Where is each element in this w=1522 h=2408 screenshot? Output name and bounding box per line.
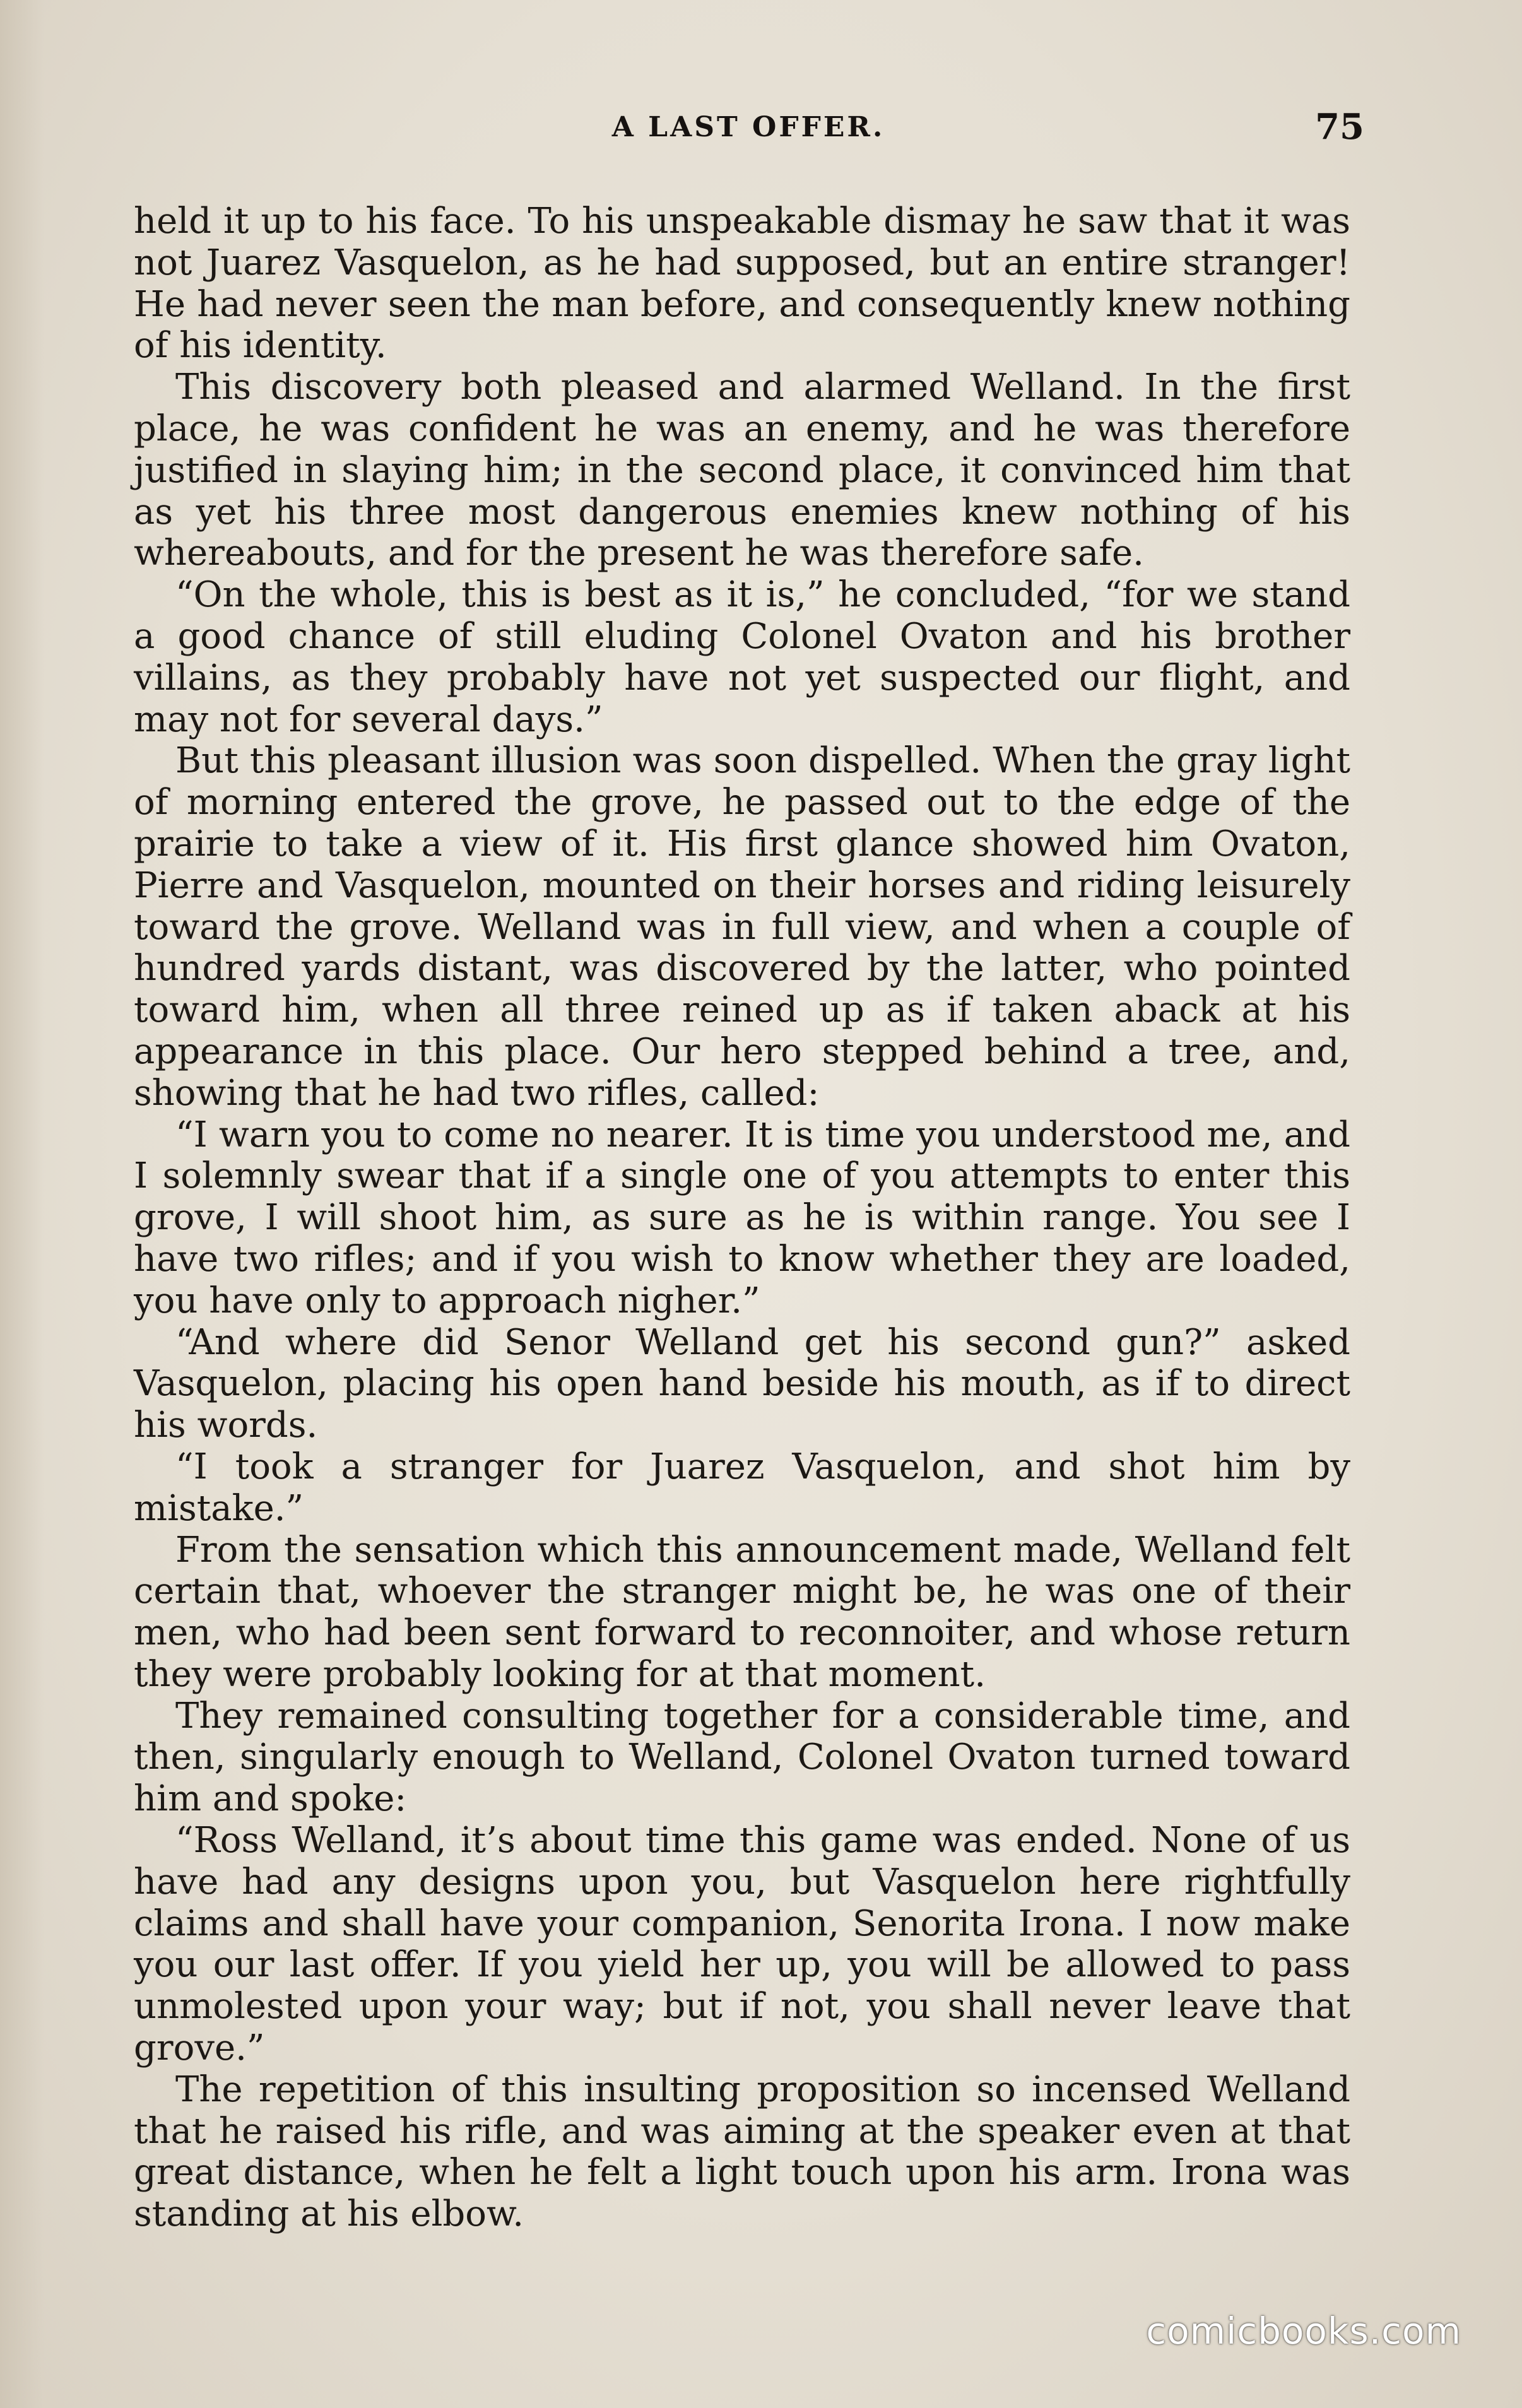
paragraph-2: This discovery both pleased and alarmed Welland. In the first place, he was confident he was an enemy, and he was therefore justified in slaying him; in the second place, it convinced him that as yet his three most dangerous enemies knew nothing of his whereabouts, and for the present he was therefore safe.: [134, 367, 1350, 574]
paragraph-8: From the sensation which this announcement made, Welland felt certain that, whoever the stranger might be, he was one of their men, who had been sent forward to reconnoiter, and whose return they were probably looking for at that moment.: [134, 1529, 1350, 1695]
paragraph-10: “Ross Welland, it’s about time this game was ended. None of us have had any designs upon you, but Vasquelon here rightfully claims and shall have your companion, Senorita Irona. I now make you our last offer. If you yield her up, you will be allowed to pass unmolested upon your way; but if not, you shall never leave that grove.”: [134, 1820, 1350, 2069]
paragraph-4: But this pleasant illusion was soon dispelled. When the gray light of morning entered the grove, he passed out to the edge of the prairie to take a view of it. His first glance showed him Ovaton, Pierre and Vasquelon, mounted on their horses and riding leisurely toward the grove. Welland was in full view, and when a couple of hundred yards distant, was discovered by the latter, who pointed toward him, when all three reined up as if taken aback at his appearance in this place. Our hero stepped behind a tree, and, showing that he had two rifles, called:: [134, 740, 1350, 1114]
paragraph-1: held it up to his face. To his unspeakable dismay he saw that it was not Juarez Vasquelon, as he had supposed, but an entire stranger! He had never seen the man before, and consequently knew nothing of his identity.: [134, 201, 1350, 367]
paragraph-9: They remained consulting together for a considerable time, and then, singularly enough to Welland, Colonel Ovaton turned toward him and spoke:: [134, 1695, 1350, 1820]
paragraph-6: “And where did Senor Welland get his second gun?” asked Vasquelon, placing his open hand beside his mouth, as if to direct his words.: [134, 1321, 1350, 1446]
page-header: [133, 106, 1364, 156]
body-text: [134, 201, 1350, 2235]
paragraph-5: “I warn you to come no nearer. It is time you understood me, and I solemnly swear that if a single one of you attempts to enter this grove, I will shoot him, as sure as he is within range. You see I have two rifles; and if you wish to know whether they are loaded, you have only to approach nigher.”: [134, 1114, 1350, 1321]
paragraph-3: “On the whole, this is best as it is,” he concluded, “for we stand a good chance of still eluding Colonel Ovaton and his brother villains, as they probably have not yet suspected our flight, and may not for several days.”: [134, 574, 1350, 740]
running-title: A LAST OFFER.: [611, 111, 885, 143]
page-edge-shadow: [0, 0, 44, 2408]
page-number: 75: [1315, 106, 1364, 148]
watermark: comicbooks.com: [1146, 2310, 1461, 2352]
paragraph-11: The repetition of this insulting proposition so incensed Welland that he raised his rifle, and was aiming at the speaker even at that great distance, when he felt a light touch upon his arm. Irona was standing at his elbow.: [134, 2069, 1350, 2235]
paragraph-7: “I took a stranger for Juarez Vasquelon, and shot him by mistake.”: [134, 1446, 1350, 1529]
